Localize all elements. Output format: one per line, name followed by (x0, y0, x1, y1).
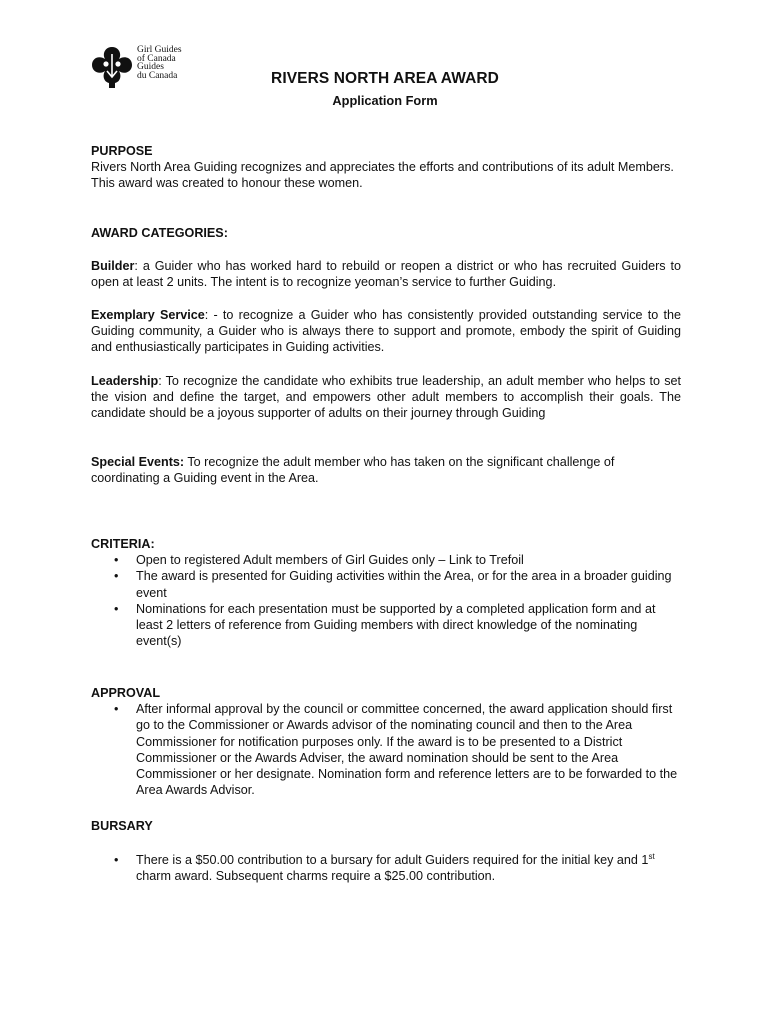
award-categories-heading-block (91, 225, 681, 241)
logo-line: du Canada (137, 70, 178, 81)
list-item: • After informal approval by the council or committee concerned, the award application should first go to the Commissioner or Awards advisor of the nominating council and then to the Area Commissioner for notification purposes only. If the award is to be presented to a District Commissioner or the Awards Adviser, the award nomination should be sent to the Area Commissioner or her designate. Nomination form and reference letters are to be forwarded to the Area Awards Advisor. (91, 701, 681, 798)
award-categories-heading: AWARD CATEGORIES: (91, 226, 228, 240)
category-description: - to recognize a Guider who has consistently provided outstanding service to the Guiding community, a Guider who is always there to support and promote, embody the spirit of Guiding and enthusiastically participates in Guiding activities. (91, 308, 681, 355)
ordinal-suffix: st (648, 852, 655, 861)
bursary-section (91, 852, 681, 884)
logo-line: Girl Guides (137, 45, 182, 55)
category-term: Exemplary Service (91, 308, 205, 322)
page-subtitle: Application Form (332, 93, 438, 108)
category-description: To recognize the candidate who exhibits true leadership, an adult member who helps to set the vision and define the target, and empowers other adult members to accomplish their goals. The candidate should be a joyous supporter of adults on their journey through Guiding (91, 374, 681, 421)
category-sep: : (134, 259, 138, 273)
category-exemplary-service (91, 307, 681, 356)
bursary-list (91, 852, 681, 884)
bursary-text-cont: charm award. Subsequent charms require a $25.00 contribution. (136, 869, 496, 884)
list-item: • Nominations for each presentation must be supported by a completed application form and at least 2 letters of reference from Guiding members with direct knowledge of the nominating event(s) (91, 601, 681, 650)
page-title: RIVERS NORTH AREA AWARD (271, 70, 499, 87)
bursary-heading-block (91, 818, 681, 834)
page-title-container (0, 71, 770, 87)
bursary-heading: BURSARY (91, 819, 153, 833)
logo-line: of Canada (137, 53, 176, 64)
approval-list (91, 701, 681, 798)
list-item (91, 852, 681, 884)
purpose-heading: PURPOSE (91, 144, 153, 158)
criteria-list (91, 552, 681, 649)
logo-line: Guides (137, 62, 164, 73)
list-item: • Open to registered Adult members of Girl Guides only – Link to Trefoil (91, 552, 681, 568)
bursary-text: There is a $50.00 contribution to a bursary for adult Guiders required for the initial key and 1 (136, 853, 649, 867)
purpose-section (91, 143, 681, 192)
category-term: Leadership (91, 374, 159, 388)
approval-heading: APPROVAL (91, 686, 161, 700)
criteria-section (91, 536, 681, 649)
category-leadership (91, 373, 681, 422)
category-description: To recognize the adult member who has taken on the significant challenge of coordinating a Guiding event in the Area. (91, 455, 615, 486)
category-builder (91, 258, 681, 290)
category-term: Special Events: (91, 455, 185, 469)
list-item: • The award is presented for Guiding activities within the Area, or for the area in a broader guiding event (91, 568, 681, 600)
purpose-text: Rivers North Area Guiding recognizes and appreciates the efforts and contributions of its adult Members. This award was created to honour these women. (91, 160, 674, 191)
category-description: a Guider who has worked hard to rebuild or reopen a district or who has recruited Guiders to open at least 2 units. The intent is to recognize yeoman’s service to further Guiding. (91, 259, 681, 290)
criteria-heading: CRITERIA: (91, 537, 155, 551)
category-special-events (91, 454, 681, 486)
category-term: Builder (91, 259, 135, 273)
category-sep: : (158, 374, 162, 388)
approval-section (91, 685, 681, 798)
category-sep: : (204, 308, 209, 322)
